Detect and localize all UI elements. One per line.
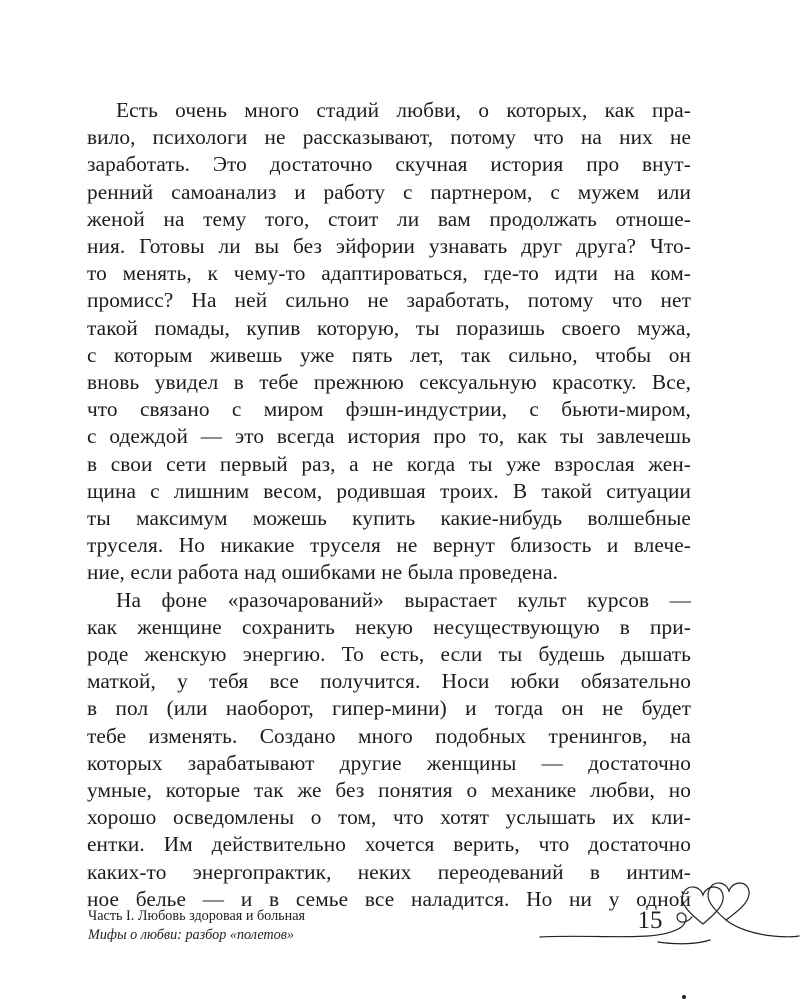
text-line: то менять, к чему-то адаптироваться, где-то идти на ком- xyxy=(87,261,691,286)
text-line: промисс? На ней сильно не заработать, потому что нет xyxy=(87,288,691,313)
text-line: роде женскую энергию. То есть, если ты будешь дышать xyxy=(87,642,691,667)
text-line: ентки. Им действительно хочется верить, что достаточно xyxy=(87,832,691,857)
text-line: что связано с миром фэшн-индустрии, с бьюти-миром, xyxy=(87,397,691,422)
footer-part-title: Часть I. Любовь здоровая и больная xyxy=(88,908,306,924)
text-line: маткой, у тебя все получится. Носи юбки обязательно xyxy=(87,669,691,694)
page-number: 15 xyxy=(637,907,663,934)
text-line: На фоне «разочарований» вырастает культ курсов — xyxy=(116,587,691,612)
paragraph xyxy=(87,97,691,587)
text-line: тебе изменять. Создано много подобных тренингов, на xyxy=(87,723,691,748)
text-line: ние, если работа над ошибками не была проведена. xyxy=(87,560,559,585)
page-mark xyxy=(682,995,686,999)
text-line: такой помады, купив которую, ты поразишь своего мужа, xyxy=(87,315,691,340)
text-line: как женщине сохранить некую несуществующую в при- xyxy=(87,614,691,639)
text-line: ты максимум можешь купить какие-нибудь волшебные xyxy=(87,506,691,531)
text-line: с которым живешь уже пять лет, так сильно, чтобы он xyxy=(87,342,691,367)
text-line: женой на тему того, стоит ли вам продолжать отноше- xyxy=(87,206,691,231)
text-line: ное белье — и в семье все наладится. Но ни у одной xyxy=(87,886,691,911)
text-line: Есть очень много стадий любви, о которых, как пра- xyxy=(116,98,691,122)
text-line: в пол (или наоборот, гипер-мини) и тогда он не будет xyxy=(87,696,691,721)
text-line: вило, психологи не рассказывают, потому что на них не xyxy=(87,125,691,150)
text-line: которых зарабатывают другие женщины — достаточно xyxy=(87,750,691,775)
text-line: в свои сети первый раз, а не когда ты уже взрослая жен- xyxy=(87,451,691,476)
hearts-flourish-icon xyxy=(538,862,800,952)
running-footer xyxy=(88,907,305,945)
text-line: труселя. Но никакие труселя не вернут близость и влече- xyxy=(87,533,691,558)
text-line: ренний самоанализ и работу с партнером, с мужем или xyxy=(87,179,691,204)
page-body xyxy=(87,97,691,913)
footer-chapter-title: Мифы о любви: разбор «полетов» xyxy=(88,927,295,943)
text-line: каких-то энергопрактик, неких переодеваний в интим- xyxy=(87,859,691,884)
text-line: с одеждой — это всегда история про то, как ты завлечешь xyxy=(87,424,691,449)
text-line: щина с лишним весом, родившая троих. В такой ситуации xyxy=(87,478,691,503)
text-line: заработать. Это достаточно скучная история про внут- xyxy=(87,152,691,177)
text-line: вновь увидел в тебе прежнюю сексуальную красотку. Все, xyxy=(87,370,691,395)
text-line: хорошо осведомлены о том, что хотят услышать их кли- xyxy=(87,805,691,830)
text-line: ния. Готовы ли вы без эйфории узнавать друг друга? Что- xyxy=(87,234,691,259)
text-line: умные, которые так же без понятия о механике любви, но xyxy=(87,778,691,803)
